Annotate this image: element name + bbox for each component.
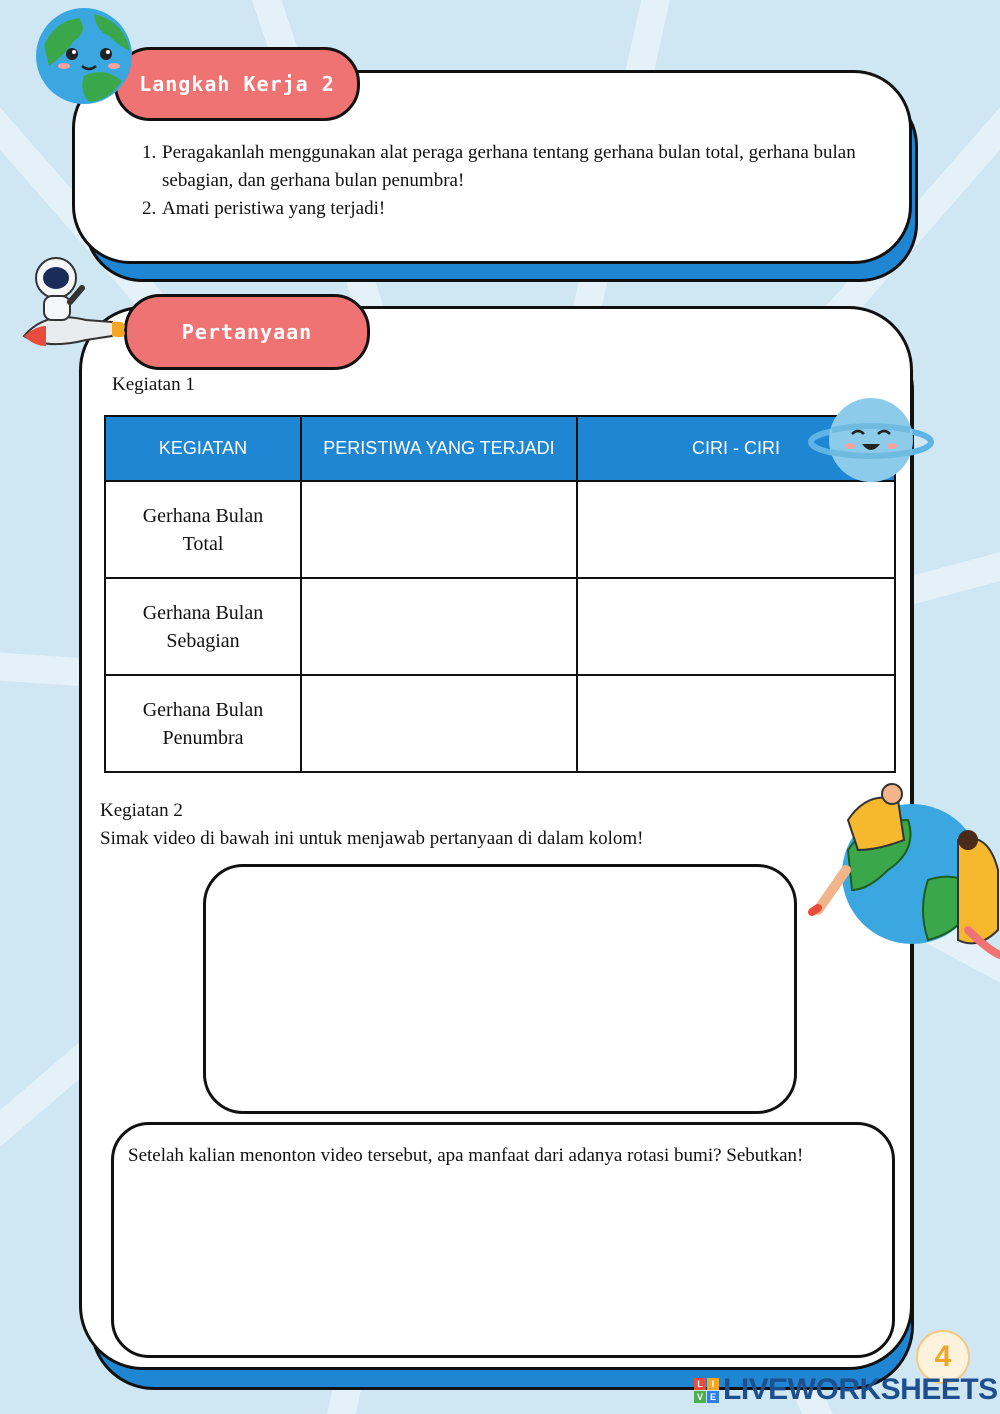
logo-letter: E bbox=[707, 1391, 719, 1403]
table-header: PERISTIWA YANG TERJADI bbox=[301, 416, 577, 481]
activity-line: Sebagian bbox=[166, 629, 240, 652]
table-cell-features-input[interactable] bbox=[577, 675, 895, 772]
activity-line: Total bbox=[182, 532, 224, 555]
question-card-title-text: Pertanyaan bbox=[181, 320, 313, 344]
activity2-label: Kegiatan 2 bbox=[100, 800, 183, 821]
step-card-title-text: Langkah Kerja 2 bbox=[139, 72, 335, 96]
logo-letter: V bbox=[694, 1391, 706, 1403]
table-row bbox=[105, 675, 895, 772]
question-card-title bbox=[124, 294, 370, 370]
step-item bbox=[142, 195, 862, 223]
table-row bbox=[105, 578, 895, 675]
brand-name: LIVEWORKSHEETS bbox=[723, 1373, 998, 1406]
table-cell-activity bbox=[105, 578, 301, 675]
step-list bbox=[142, 139, 862, 223]
answer-box[interactable] bbox=[111, 1122, 895, 1358]
step-card-title bbox=[114, 47, 360, 121]
table-header-row bbox=[105, 416, 895, 481]
table-cell-event-input[interactable] bbox=[301, 675, 577, 772]
step-text: Peragakanlah menggunakan alat peraga gerhana tentang gerhana bulan total, gerhana bulan sebagian, dan gerhana bulan penumbra! bbox=[162, 142, 856, 191]
table-header: KEGIATAN bbox=[105, 416, 301, 481]
step-number: 1. bbox=[142, 142, 157, 163]
answer-question: Setelah kalian menonton video tersebut, apa manfaat dari adanya rotasi bumi? Sebutkan! bbox=[128, 1145, 804, 1166]
activity-line: Gerhana Bulan bbox=[142, 601, 264, 624]
step-item bbox=[142, 139, 862, 195]
logo-letter: I bbox=[707, 1378, 719, 1390]
video-embed-box[interactable] bbox=[203, 864, 797, 1114]
table-cell-activity bbox=[105, 675, 301, 772]
table-cell-event-input[interactable] bbox=[301, 481, 577, 578]
table-cell-event-input[interactable] bbox=[301, 578, 577, 675]
activity-line: Gerhana Bulan bbox=[142, 698, 264, 721]
table-cell-activity bbox=[105, 481, 301, 578]
liveworksheets-logo-icon bbox=[694, 1378, 719, 1403]
activity2-instruction: Simak video di bawah ini untuk menjawab pertanyaan di dalam kolom! bbox=[100, 828, 644, 849]
astronaut-rocket-icon bbox=[16, 250, 128, 356]
step-text: Amati peristiwa yang terjadi! bbox=[162, 198, 386, 219]
table-header: CIRI - CIRI bbox=[577, 416, 895, 481]
people-hugging-earth-icon bbox=[808, 780, 1000, 966]
liveworksheets-brand bbox=[694, 1372, 998, 1408]
earth-mascot-icon bbox=[34, 6, 136, 106]
planet-mascot-icon bbox=[808, 394, 934, 486]
table-cell-features-input[interactable] bbox=[577, 481, 895, 578]
activity-table bbox=[104, 415, 896, 773]
logo-letter: L bbox=[694, 1378, 706, 1390]
step-number: 2. bbox=[142, 198, 157, 219]
table-cell-features-input[interactable] bbox=[577, 578, 895, 675]
activity1-label: Kegiatan 1 bbox=[112, 374, 195, 395]
activity-line: Penumbra bbox=[162, 726, 244, 749]
page-number: 4 bbox=[916, 1330, 970, 1384]
table-row bbox=[105, 481, 895, 578]
activity-line: Gerhana Bulan bbox=[142, 504, 264, 527]
